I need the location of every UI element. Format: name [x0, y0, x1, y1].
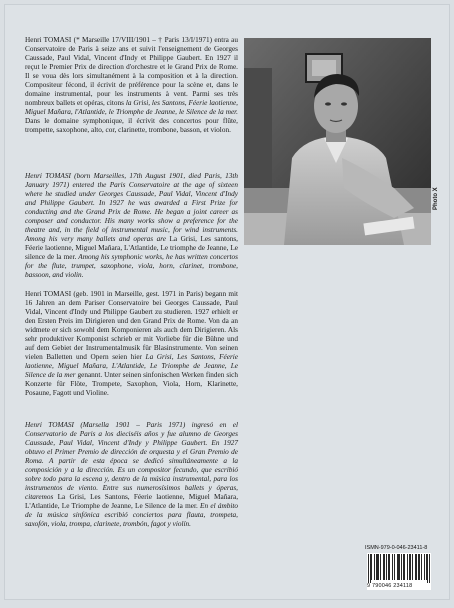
biography-spanish-works: La Grisi, Les Santons, Féerie laotienne, Miguel Mañara, L'Atlantide, Le Triomphe de Jeanne, Le Silence de la mer.: [25, 493, 239, 510]
biography-french-text-end: Dans le domaine symphonique, il écrivit des concertos pour flûte, trompette, saxophone, alto, cor, clarinette, trombone, basson, et violon.: [25, 117, 238, 134]
biography-spanish-text: Henri TOMASI (Marsella 1901 – Paris 1971) ingresó en el Conservatorio de Paris a los dieciséis años y fue alumno de Georges Caussade, Paul Vidal, Vincent d'Indy y Philippe Gaubert. En 1927 obtuvo el Primer Premio de dirección de orquesta y el Gran Premio de Roma. A partir de esta época se dedicó simultáneamente a la composición y a la dirección. Es un compositor fecundo, que escribió sobre todo para la escena y, dentro de la música instrumental, para los instrumentos de viento. Entre sus numerosísimos ballets y óperas, citaremos: [25, 421, 238, 501]
photo-credit: Photo X: [433, 187, 439, 210]
biography-english: [25, 172, 238, 280]
biography-french-text: Henri TOMASI (* Marseille 17/VIII/1901 – † Paris 13/I/1971) entra au Conservatoire de Paris à seize ans et suivit l'enseignement de Georges Caussade, Paul Vidal, Vincent d'Indy et Philippe Gaubert. En 1927 il reçut le Premier Prix de direction d'orchestre et le Grand Prix de Rome. Il se voua dès lors simultanément à la composition et à la direction. Compositeur fécond, il écrivit de préférence pour la scène et, dans le domaine instrumental, pour les instruments à vent. Parmi ses très nombreux ballets et opéras, citons: [25, 36, 238, 107]
barcode: [367, 553, 431, 586]
back-cover: [4, 4, 450, 600]
barcode-digits: 9 790046 234118: [367, 583, 431, 590]
biography-german-text: Henri TOMASI (geb. 1901 in Marseille, gest. 1971 in Paris) begann mit 16 Jahren an dem Pariser Conservatoire bei Georges Caussade, Paul Vidal, Vincent d'Indy und Philippe Gaubert zu studieren. 1927 erhielt er den Ersten Preis im Dirigieren und den Grand Prix de Rome. Von da an widmete er sich sowohl dem Komponieren als auch dem Dirigieren. Als sehr produktiver Komponist schrieb er mit Vorliebe für die Bühne und auf dem Gebiet der Instrumentalmusik für Blasinstrumente. Von seinen vielen Balletten und Opern seien hier: [25, 290, 238, 361]
biography-english-text-end: Among his symphonic works, he has written concertos for the flute, trumpet, saxophone, viola, horn, clarinet, trombone, bassoon, and violin.: [25, 253, 239, 279]
biography-german-works: La Grisi, Les Santons, Féerie laotienne, Miguel Mañara, L'Atlantide, Le Triomphe de Jeanne, Le Silence de la mer: [25, 353, 239, 379]
biography-spanish-text-end: En el ámbito de la música sinfónica escribió conciertos para flauta, trompeta, saxofón, viola, trompa, clarinete, trombón, fagot y violín.: [25, 502, 238, 528]
biography-french: [25, 36, 238, 135]
biography-english-works: La Grisi, Les santons, Féerie laotienne, Miguel Mañara, L'Atlantide, Le triomphe de Jeanne, Le silence de la mer.: [25, 235, 238, 261]
barcode-bars: [367, 553, 431, 583]
portrait-illustration: [244, 38, 431, 245]
biography-spanish: [25, 421, 238, 529]
biography-english-text: Henri TOMASI (born Marseilles, 17th August 1901, died Paris, 13th January 1971) entered the Paris Conservatoire at the age of sixteen where he studied under Georges Caussade, Paul Vidal, Vincent d'Indy and Philippe Gaubert. In 1927 he was awarded a First Prize for conducting and the Grand Prix de Rome. He began a joint career as composer and conductor. His many works show a preference for the theatre and, in the field of instrumental music, for wind instruments. Among his very many ballets and operas are: [25, 172, 238, 243]
biography-german: [25, 290, 238, 398]
biography-french-works: la Grisi, les Santons, Féerie laotienne, Miguel Mañara, l'Atlantide, le Triomphe de Jeanne, le Silence de la mer.: [25, 99, 238, 116]
composer-portrait-photo: [244, 38, 431, 245]
biography-german-text-end: genannt. Unter seinen sinfonischen Werken finden sich Konzerte für Flöte, Trompete, Saxophon, Viola, Horn, Klarinette, Posaune, Fagott und Violine.: [25, 371, 238, 397]
ismn-label: ISMN-979-0-046-23411-8: [365, 545, 428, 551]
